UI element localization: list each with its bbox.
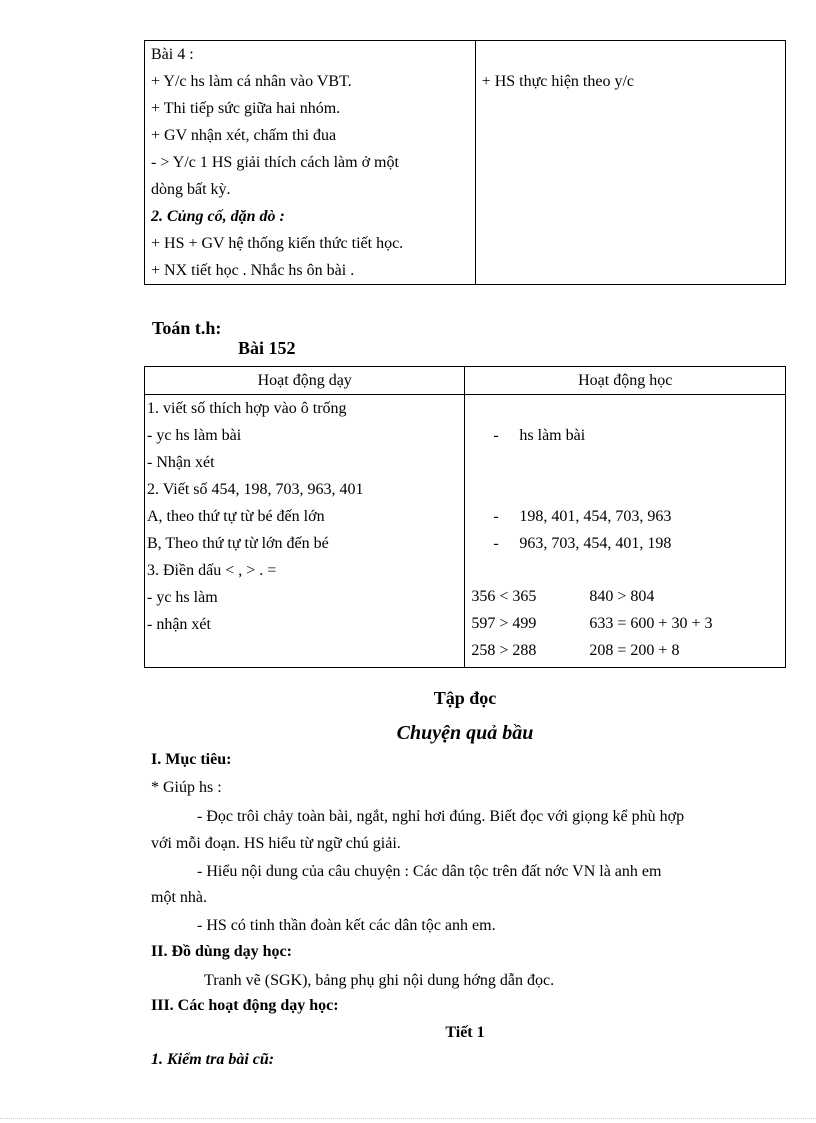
materials-text: Tranh vẽ (SGK), bảng phụ ghi nội dung hớng dẫn đọc. — [204, 972, 555, 989]
text-line: 1. viết số thích hợp vào ô trống — [147, 400, 347, 417]
check-heading: 1. Kiểm tra bài cũ: — [151, 1051, 275, 1068]
answer-row — [465, 449, 785, 476]
answer-row: - hs làm bài — [493, 427, 586, 444]
goal-3: - HS có tinh thần đoàn kết các dân tộc anh em. — [197, 917, 496, 934]
text-line: Bài 4 : — [151, 46, 194, 63]
page-bottom-border — [0, 1118, 816, 1119]
text-line: - > Y/c 1 HS giải thích cách làm ở một — [151, 154, 399, 171]
text-line: - yc hs làm bài — [147, 427, 242, 444]
goal-2-line-1: - Hiểu nội dung của câu chuyện : Các dân tộc trên đất nớc VN là anh em — [197, 863, 662, 880]
text-line: 2. Viết số 454, 198, 703, 963, 401 — [147, 481, 364, 498]
table-bai4-right-cell — [475, 41, 785, 285]
goal-1-line-1: - Đọc trôi chảy toàn bài, ngắt, nghỉ hơi đúng. Biết đọc với giọng kể phù hợp — [197, 808, 685, 825]
story-title: Chuyện quả bầu — [396, 722, 534, 744]
header-hoat-dong-day: Hoạt động dạy — [145, 367, 465, 395]
materials-heading: II. Đồ dùng dạy học: — [151, 943, 292, 960]
help-line: * Giúp hs : — [151, 779, 222, 796]
text-line: - Nhận xét — [147, 454, 215, 471]
period-title: Tiết 1 — [445, 1024, 485, 1041]
text-line: + NX tiết học . Nhắc hs ôn bài . — [151, 262, 355, 279]
text-line: + Y/c hs làm cá nhân vào VBT. — [151, 73, 352, 90]
subject-title: Tập đọc — [433, 688, 497, 708]
text-line: A, theo thứ tự từ bé đến lớn — [147, 508, 325, 525]
text-line: - yc hs làm — [147, 589, 218, 606]
text-line: dòng bất kỳ. — [151, 181, 231, 198]
answer-row — [465, 476, 785, 503]
section-title: Toán t.h: — [152, 318, 222, 338]
answer-row: - 963, 703, 454, 401, 198 — [493, 535, 672, 552]
table-bai152-right-cell — [465, 395, 786, 668]
subheading-cung-co: 2. Củng cố, dặn dò : — [151, 208, 285, 225]
text-line: + HS + GV hệ thống kiến thức tiết học. — [151, 235, 404, 252]
goals-heading: I. Mục tiêu: — [151, 751, 232, 768]
lesson-title: Bài 152 — [238, 338, 296, 358]
table-bai152 — [144, 366, 786, 668]
activities-heading: III. Các hoạt động dạy học: — [151, 997, 339, 1014]
goal-2-line-2: một nhà. — [151, 889, 207, 906]
compare-row: 356 < 365 840 > 804 — [471, 588, 655, 605]
answer-row: - 198, 401, 454, 703, 963 — [493, 508, 672, 525]
text-line: + Thi tiếp sức giữa hai nhóm. — [151, 100, 341, 117]
text-line: 3. Điền dấu < , > . = — [147, 562, 277, 579]
table-bai4 — [144, 40, 786, 285]
table-bai152-left-cell — [145, 395, 465, 668]
answer-row — [465, 395, 785, 422]
compare-row: 258 > 288 208 = 200 + 8 — [471, 642, 680, 659]
text-line: + GV nhận xét, chấm thi đua — [151, 127, 337, 144]
answer-row — [465, 557, 785, 583]
text-line: - nhận xét — [147, 616, 211, 633]
table-bai4-left-cell — [145, 41, 476, 285]
compare-row: 597 > 499 633 = 600 + 30 + 3 — [471, 615, 713, 632]
text-line — [476, 41, 785, 68]
goal-1-line-2: với mỗi đoạn. HS hiểu từ ngữ chú giải. — [151, 835, 401, 852]
text-line: B, Theo thứ tự từ lớn đến bé — [147, 535, 329, 552]
text-line: + HS thực hiện theo y/c — [481, 73, 635, 90]
header-hoat-dong-hoc: Hoạt động học — [465, 367, 786, 395]
